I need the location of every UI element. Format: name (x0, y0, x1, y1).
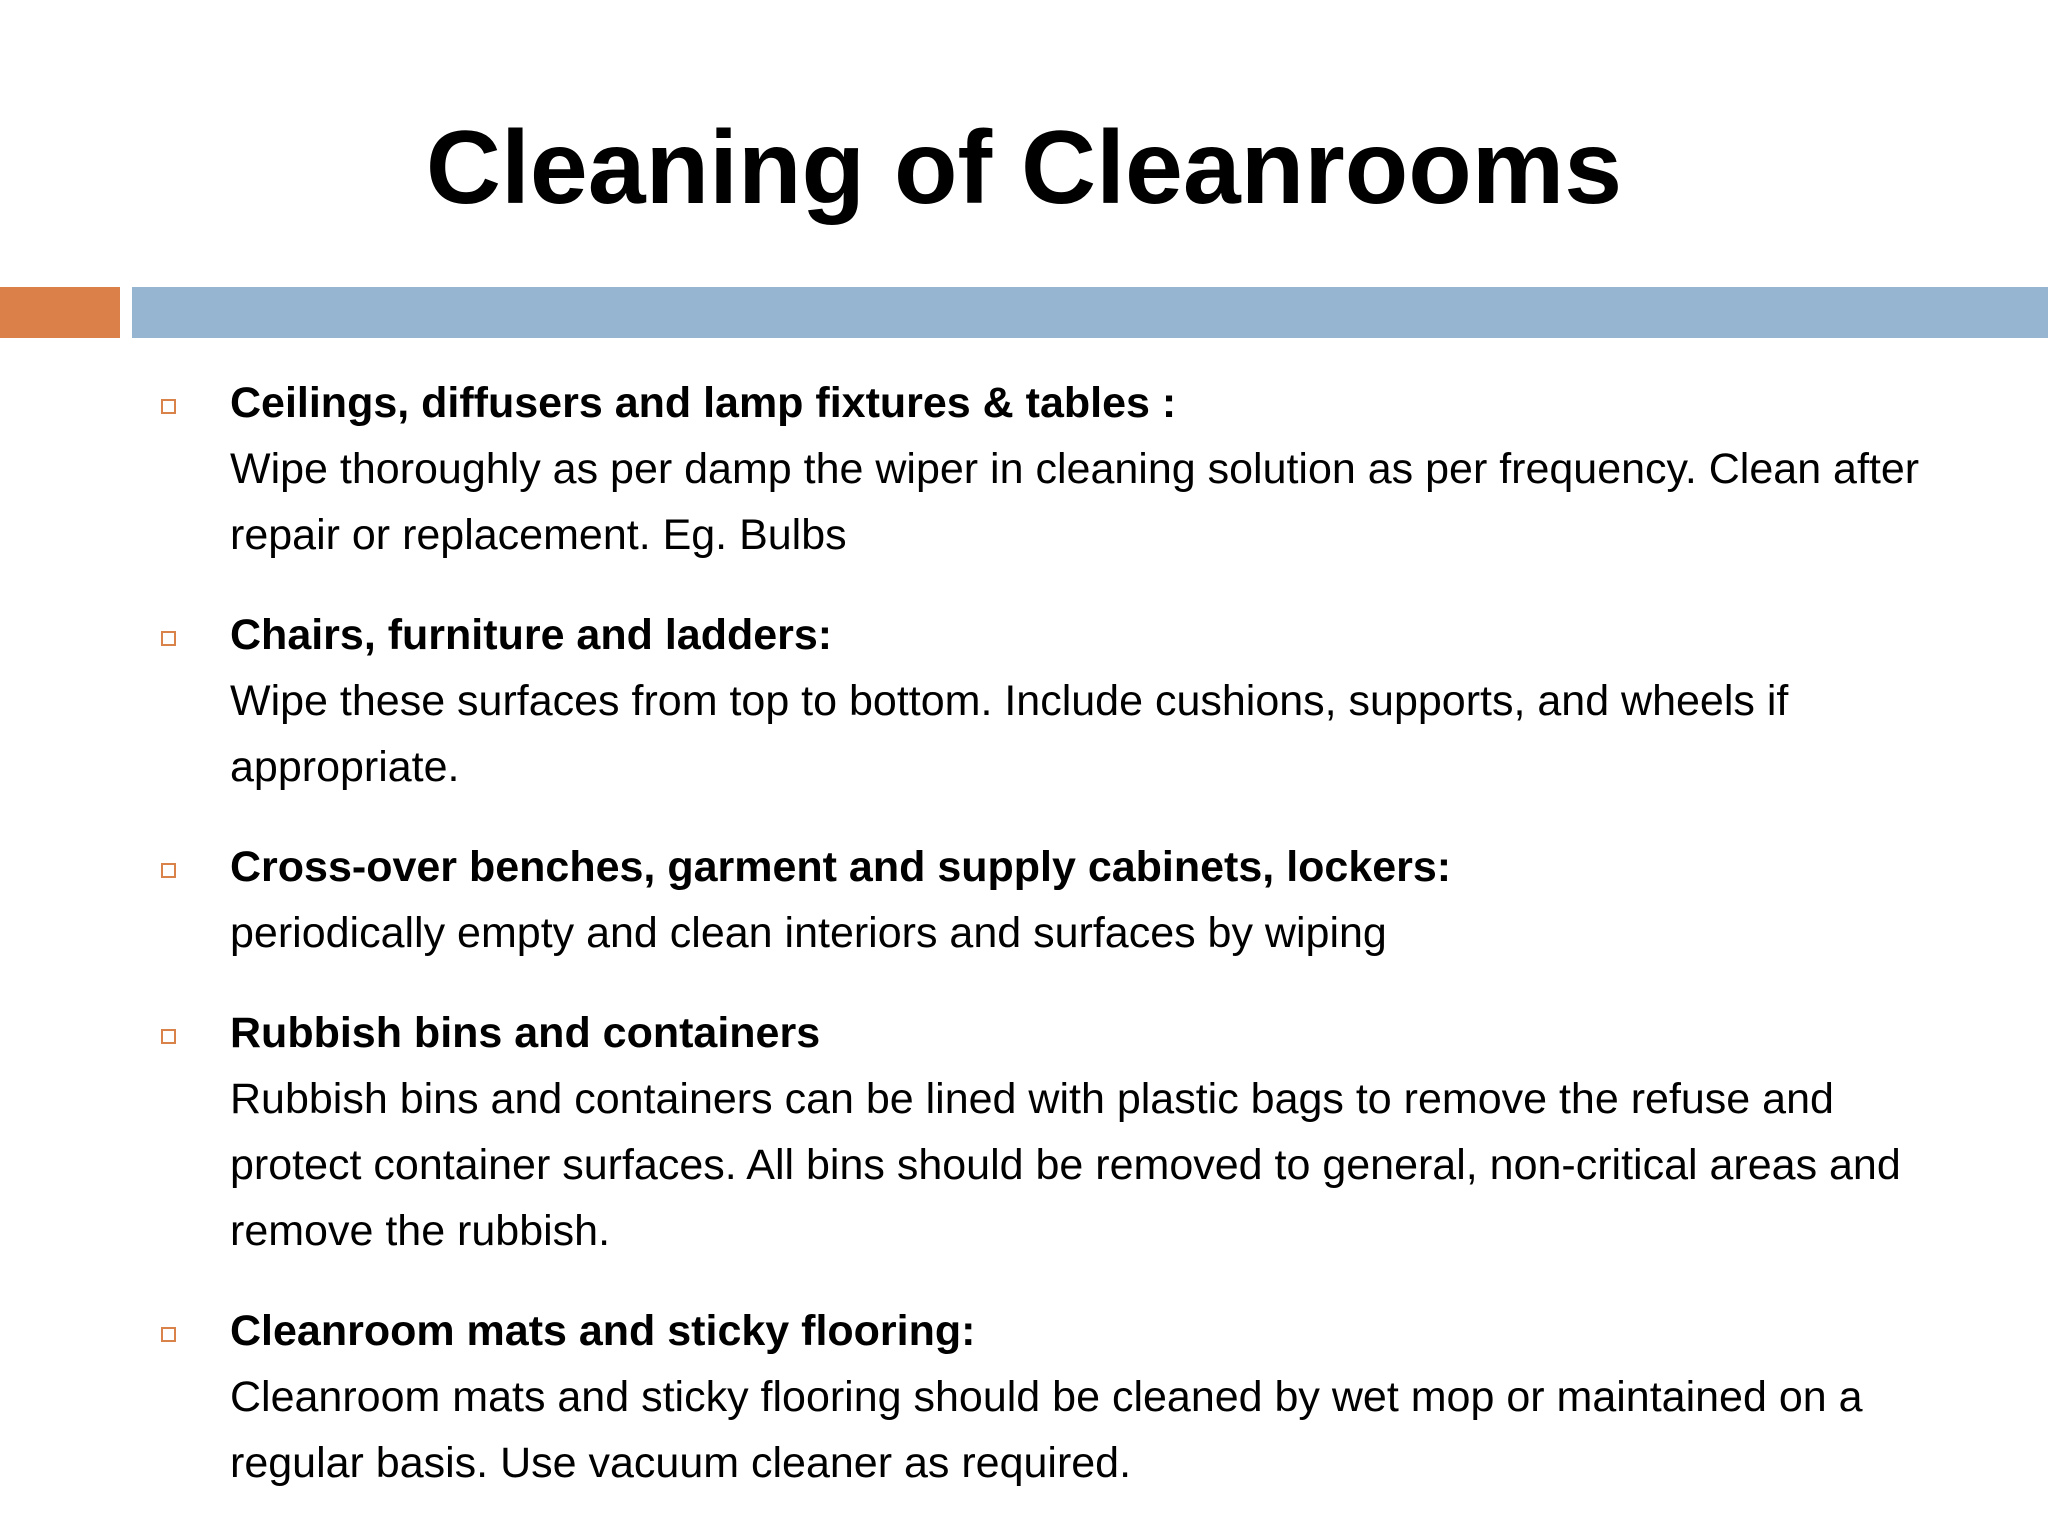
bullet-body: Cleanroom mats and sticky flooring should be cleaned by wet mop or maintained on a regular basis. Use vacuum cleaner as required. (230, 1373, 1863, 1487)
accent-bar-orange (0, 287, 120, 338)
bullet-heading: Ceilings, diffusers and lamp fixtures & tables : (230, 379, 1177, 427)
square-bullet-icon (161, 399, 176, 414)
list-item (0, 602, 2048, 800)
bullet-heading: Rubbish bins and containers (230, 1009, 821, 1057)
bullet-heading: Chairs, furniture and ladders: (230, 611, 833, 659)
square-bullet-icon (161, 1029, 176, 1044)
square-bullet-icon (161, 631, 176, 646)
bullet-list (0, 370, 2048, 1530)
bullet-body: Rubbish bins and containers can be lined with plastic bags to remove the refuse and protect container surfaces. All bins should be removed to general, non-critical areas and remove the rubbish. (230, 1075, 1901, 1255)
bullet-body: Wipe these surfaces from top to bottom. Include cushions, supports, and wheels if appropriate. (230, 677, 1789, 791)
bullet-body: periodically empty and clean interiors and surfaces by wiping (230, 909, 1387, 957)
list-item (0, 834, 2048, 966)
square-bullet-icon (161, 863, 176, 878)
bullet-heading: Cleanroom mats and sticky flooring: (230, 1307, 976, 1355)
list-item (0, 1000, 2048, 1264)
slide-title: Cleaning of Cleanrooms (425, 110, 1623, 226)
accent-bar-blue (132, 287, 2048, 338)
square-bullet-icon (161, 1327, 176, 1342)
list-item (0, 1298, 2048, 1496)
list-item (0, 370, 2048, 568)
bullet-body: Wipe thoroughly as per damp the wiper in cleaning solution as per frequency. Clean after repair or replacement. Eg. Bulbs (230, 445, 1920, 559)
bullet-heading: Cross-over benches, garment and supply cabinets, lockers: (230, 843, 1452, 891)
